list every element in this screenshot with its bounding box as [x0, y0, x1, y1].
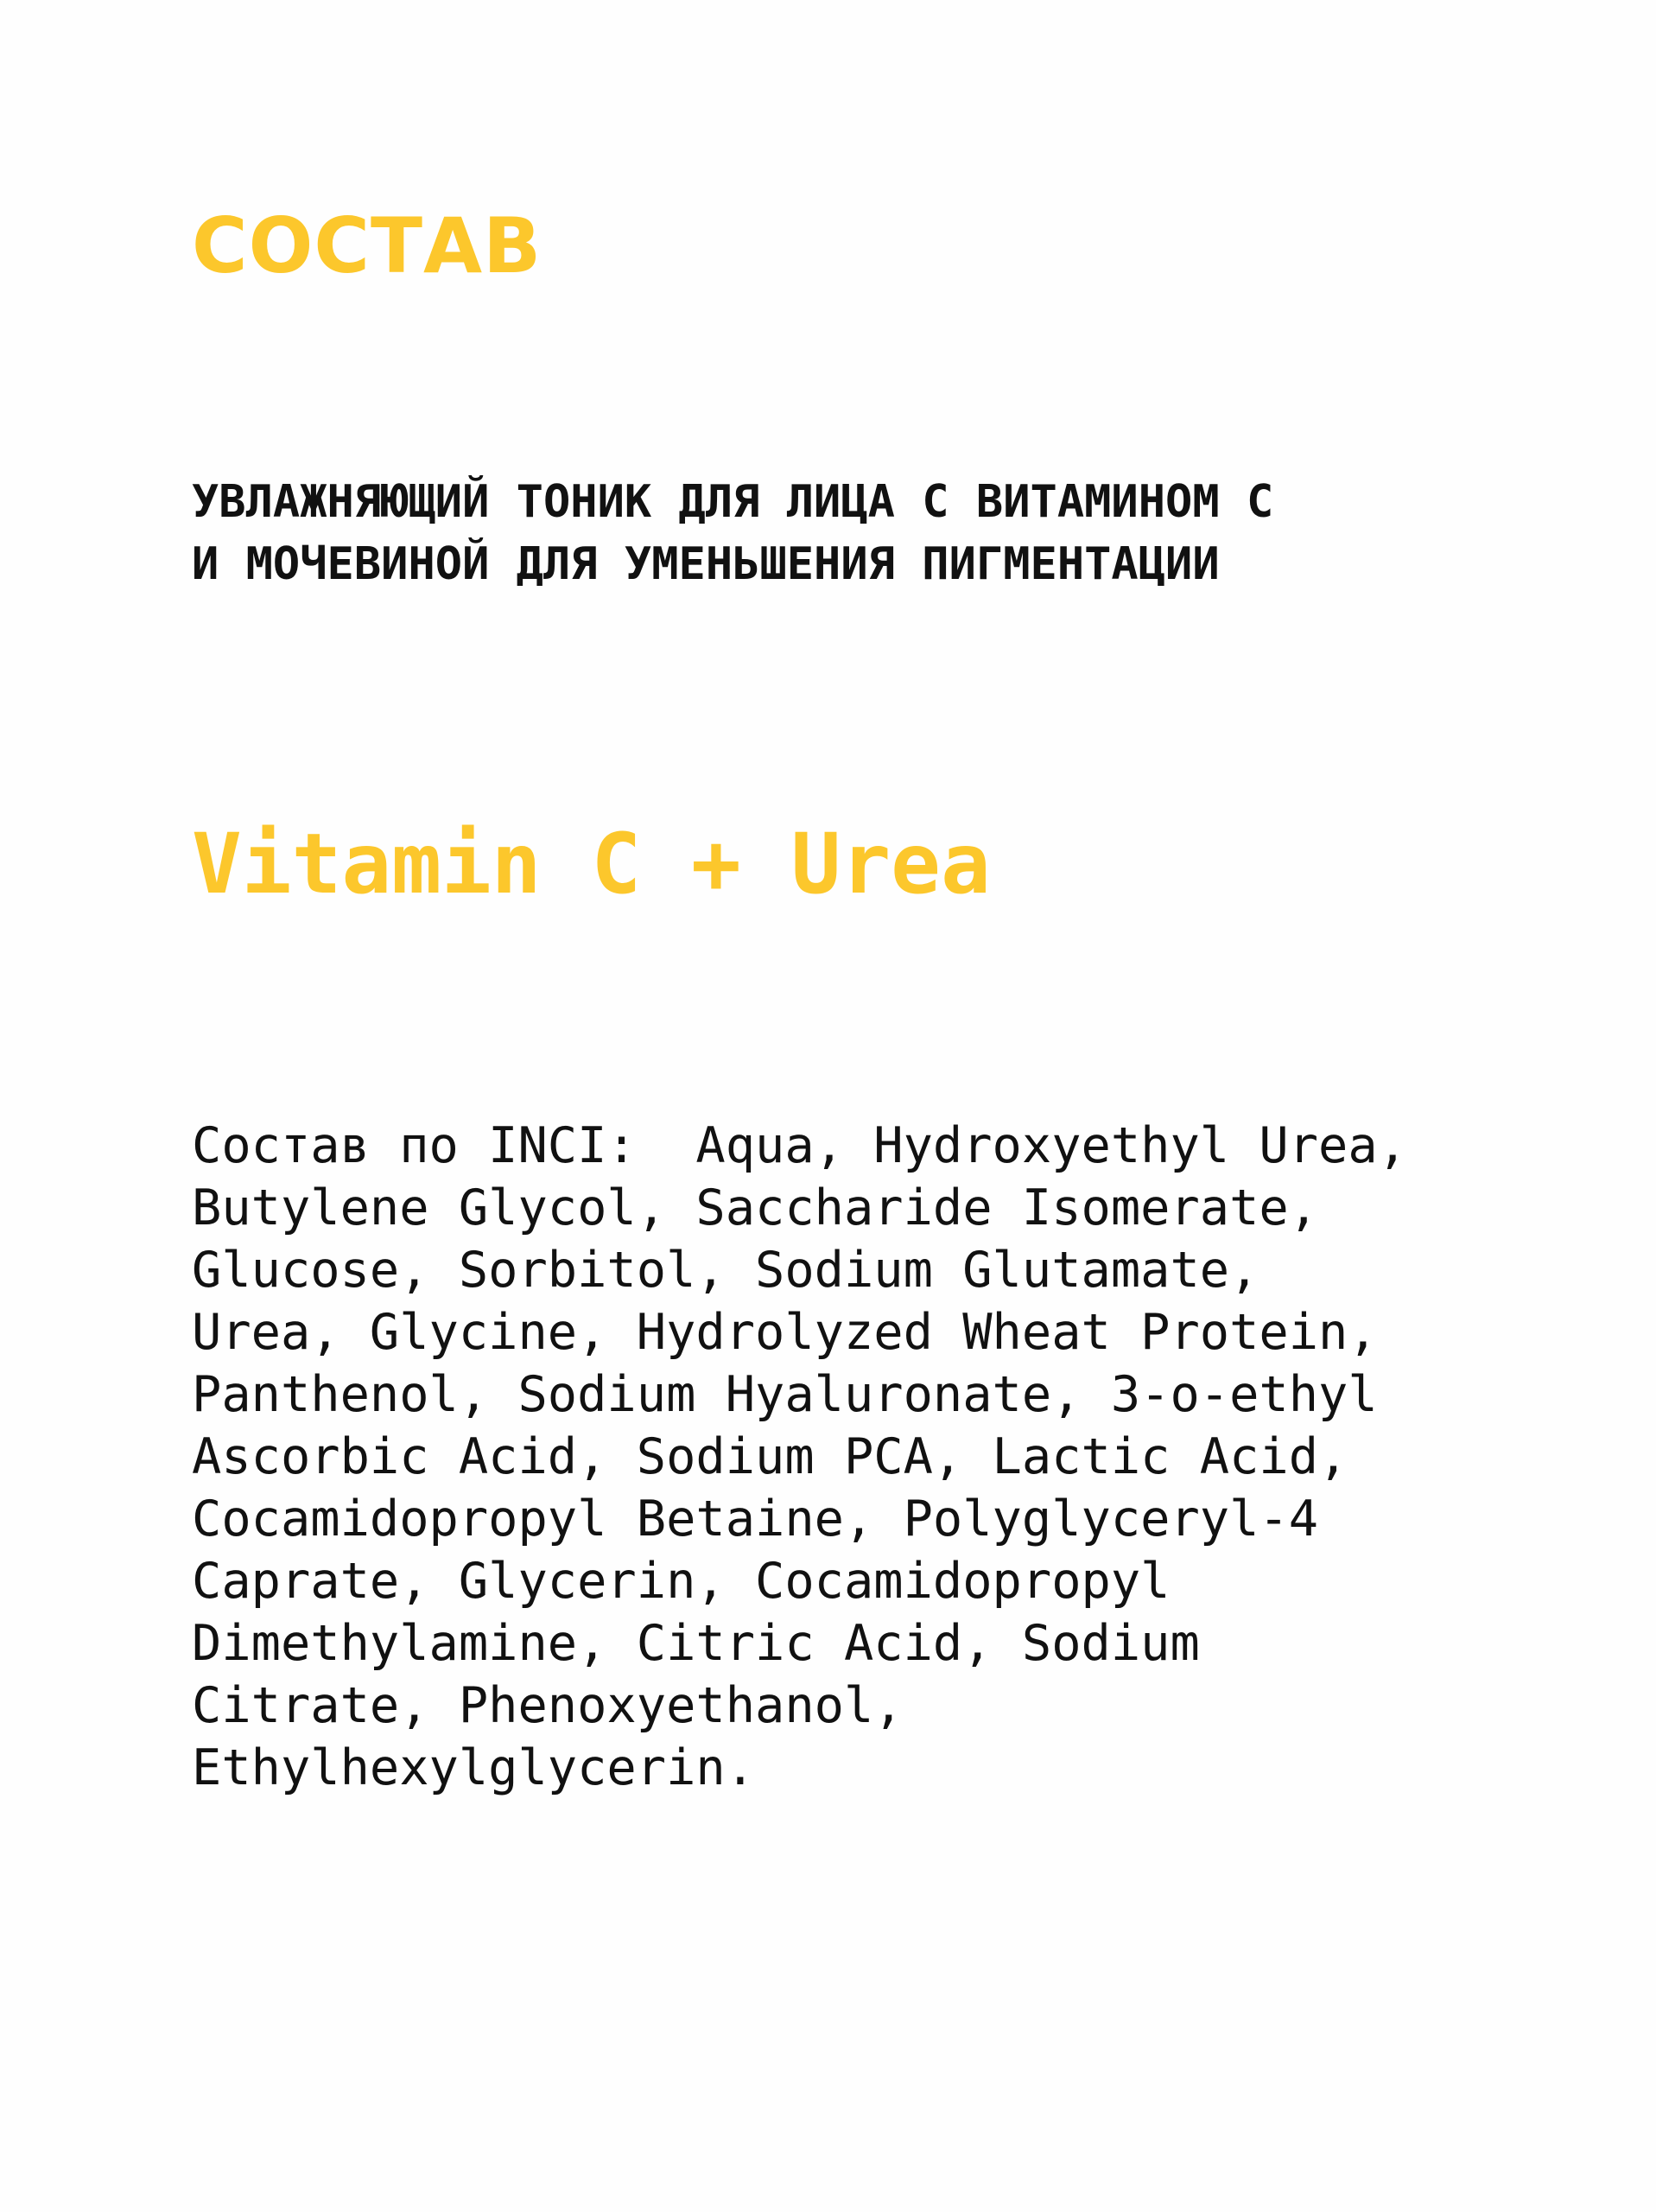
formula-name: Vitamin C + Urea — [192, 816, 991, 912]
product-subtitle — [192, 471, 1488, 595]
ingredients-line: Panthenol, Sodium Hyaluronate, 3-o-ethyl — [192, 1366, 1378, 1423]
inci-ingredients-list — [192, 1115, 1626, 1799]
ingredients-line: Citrate, Phenoxyethanol, — [192, 1677, 904, 1734]
ingredients-line: Ethylhexylglycerin. — [192, 1739, 756, 1796]
ingredients-line: Ascorbic Acid, Sodium PCA, Lactic Acid, — [192, 1428, 1348, 1485]
ingredients-line: Dimethylamine, Citric Acid, Sodium — [192, 1615, 1200, 1672]
page-title: СОСТАВ — [192, 201, 542, 290]
product-subtitle-line: И МОЧЕВИНОЙ ДЛЯ УМЕНЬШЕНИЯ ПИГМЕНТАЦИИ — [192, 538, 1220, 590]
ingredients-line: Состав по INCI: Aqua, Hydroxyethyl Urea, — [192, 1117, 1407, 1174]
ingredients-line: Glucose, Sorbitol, Sodium Glutamate, — [192, 1242, 1259, 1299]
ingredients-line: Butylene Glycol, Saccharide Isomerate, — [192, 1179, 1319, 1236]
ingredients-line: Cocamidopropyl Betaine, Polyglyceryl-4 — [192, 1491, 1319, 1548]
ingredients-line: Caprate, Glycerin, Cocamidopropyl — [192, 1553, 1171, 1610]
product-subtitle-line: УВЛАЖНЯЮЩИЙ ТОНИК ДЛЯ ЛИЦА С ВИТАМИНОМ С — [192, 476, 1274, 528]
ingredients-line: Urea, Glycine, Hydrolyzed Wheat Protein, — [192, 1304, 1378, 1361]
